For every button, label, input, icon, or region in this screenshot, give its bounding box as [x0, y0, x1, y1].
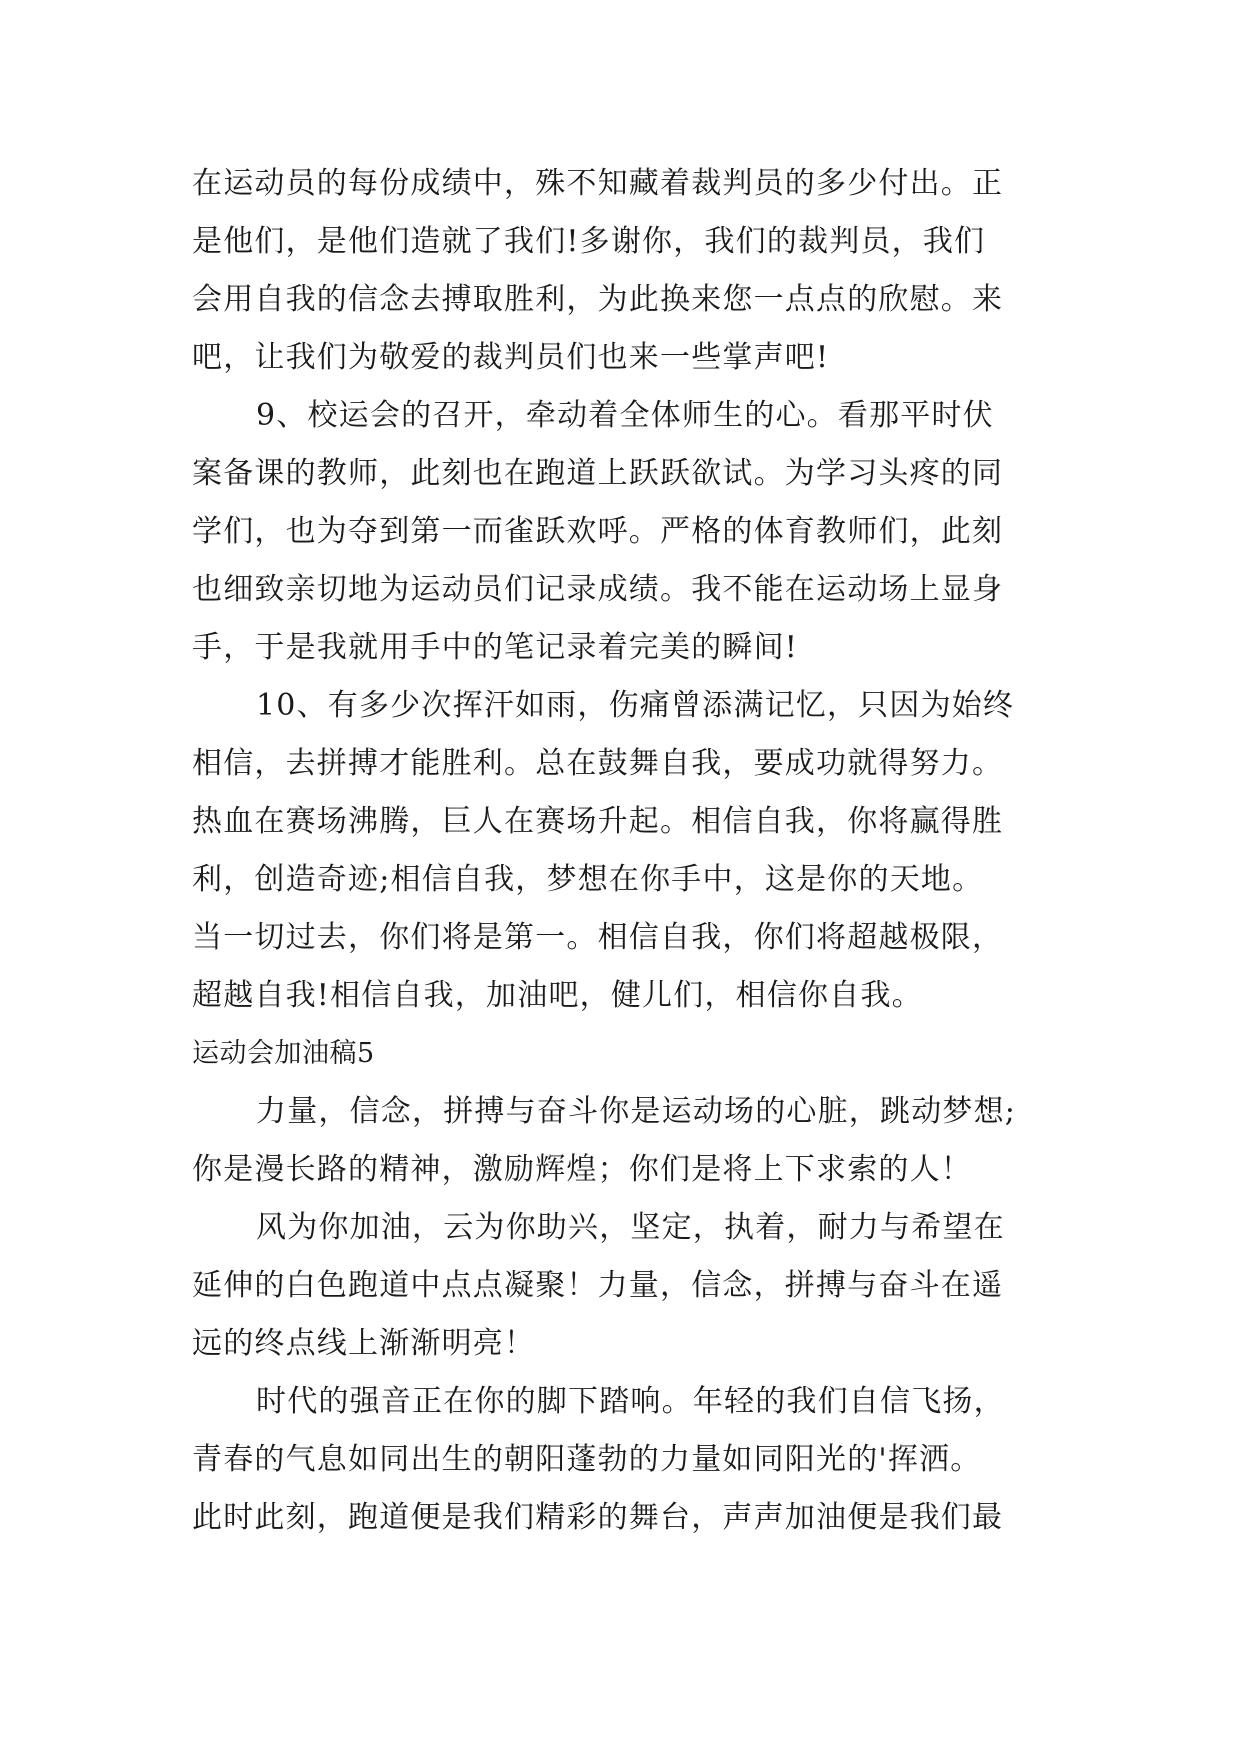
text-line: 此时此刻，跑道便是我们精彩的舞台，声声加油便是我们最 — [192, 1500, 1004, 1535]
text-line: 当一切过去，你们将是第一。相信自我，你们将超越极限， — [192, 920, 1004, 955]
text-line: 青春的气息如同出生的朝阳蓬勃的力量如同阳光的'挥洒。 — [192, 1442, 982, 1477]
text-line: 热血在赛场沸腾，巨人在赛场升起。相信自我，你将赢得胜 — [192, 804, 1004, 839]
text-line: 是他们，是他们造就了我们!多谢你，我们的裁判员，我们 — [192, 224, 986, 259]
text-line: 会用自我的信念去搏取胜利，为此换来您一点点的欣慰。来 — [192, 282, 1004, 317]
text-line: 风为你加油，云为你助兴，坚定，执着，耐力与希望在 — [256, 1210, 1005, 1245]
text-line: 也细致亲切地为运动员们记录成绩。我不能在运动场上显身 — [192, 572, 1004, 607]
text-line: 在运动员的每份成绩中，殊不知藏着裁判员的多少付出。正 — [192, 166, 1004, 201]
text-line: 你是漫长路的精神，激励辉煌；你们是将上下求索的人！ — [192, 1152, 972, 1187]
text-line: 手，于是我就用手中的笔记录着完美的瞬间! — [192, 630, 799, 665]
text-line: 超越自我!相信自我，加油吧，健儿们，相信你自我。 — [192, 978, 923, 1013]
text-line: 学们，也为夺到第一而雀跃欢呼。严格的体育教师们，此刻 — [192, 514, 1004, 549]
text-line: 时代的强音正在你的脚下踏响。年轻的我们自信飞扬， — [256, 1384, 1005, 1419]
text-line: 远的终点线上渐渐明亮！ — [192, 1326, 536, 1361]
text-line: 9、校运会的召开，牵动着全体师生的心。看那平时伏 — [256, 398, 994, 433]
text-line: 延伸的白色跑道中点点凝聚！力量，信念，拼搏与奋斗在遥 — [192, 1268, 1004, 1303]
text-line: 10、有多少次挥汗如雨，伤痛曾添满记忆，只因为始终 — [256, 688, 1015, 723]
section-heading: 运动会加油稿5 — [192, 1038, 375, 1069]
text-line: 利，创造奇迹;相信自我，梦想在你手中，这是你的天地。 — [192, 862, 984, 897]
text-line: 吧，让我们为敬爱的裁判员们也来一些掌声吧! — [192, 340, 830, 375]
text-line: 相信，去拼搏才能胜利。总在鼓舞自我，要成功就得努力。 — [192, 746, 1004, 781]
text-line: 案备课的教师，此刻也在跑道上跃跃欲试。为学习头疼的同 — [192, 456, 1004, 491]
text-line: 力量，信念，拼搏与奋斗你是运动场的心脏，跳动梦想; — [256, 1094, 1017, 1129]
